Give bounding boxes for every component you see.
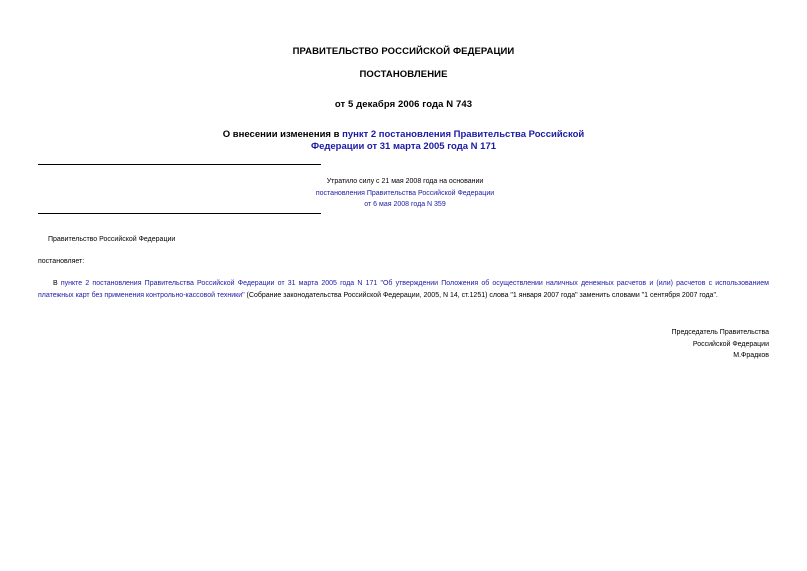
validity-note-text: Утратило силу с 21 мая 2008 года на основании: [326, 178, 484, 185]
document-title-link[interactable]: пункт 2 постановления Правительства Российской Федерации от 31 марта 2005 года N 171: [310, 129, 585, 152]
issuer-text: Правительство Российской Федерации: [48, 236, 176, 243]
document-title-prefix: О внесении изменения в: [222, 129, 343, 140]
signature-name: М.Фрадков: [733, 352, 769, 359]
signature-block: [560, 327, 769, 362]
document-type-heading: ПОСТАНОВЛЕНИЕ: [359, 69, 448, 80]
paragraph-link-point2[interactable]: пункте 2 постановления Правительства Российской Федерации от 31 марта 2005 года N 171: [60, 280, 378, 287]
document-date-number: от 5 декабря 2006 года N 743: [334, 99, 473, 110]
document-title: [200, 129, 607, 152]
signature-position-line1: Председатель Правительства: [671, 329, 769, 336]
divider-top: [38, 164, 321, 165]
government-heading: ПРАВИТЕЛЬСТВО РОССИЙСКОЙ ФЕДЕРАЦИИ: [292, 46, 515, 57]
paragraph-suffix: (Собрание законодательства Российской Федерации, 2005, N 14, ст.1251) слова "1 января 2007 года" заменить словами "1 сентября 2007 года".: [244, 291, 718, 299]
validity-note-link-line2[interactable]: от 6 мая 2008 года N 359: [364, 201, 446, 208]
decrees-text: постановляет:: [38, 258, 85, 265]
main-paragraph: [38, 278, 769, 301]
validity-note-link-line1[interactable]: постановления Правительства Российской Федерации: [315, 189, 495, 197]
paragraph-link-regulation[interactable]: "Об утверждении Положения об осуществлении наличных денежных расчетов и (или) расчетов с использованием платежных карт без применения контрольно-кассовой техники": [38, 280, 769, 299]
signature-position-line2: Российской Федерации: [692, 340, 769, 348]
validity-note: [250, 176, 560, 211]
divider-bottom: [38, 213, 321, 214]
paragraph-prefix: В: [53, 280, 61, 287]
